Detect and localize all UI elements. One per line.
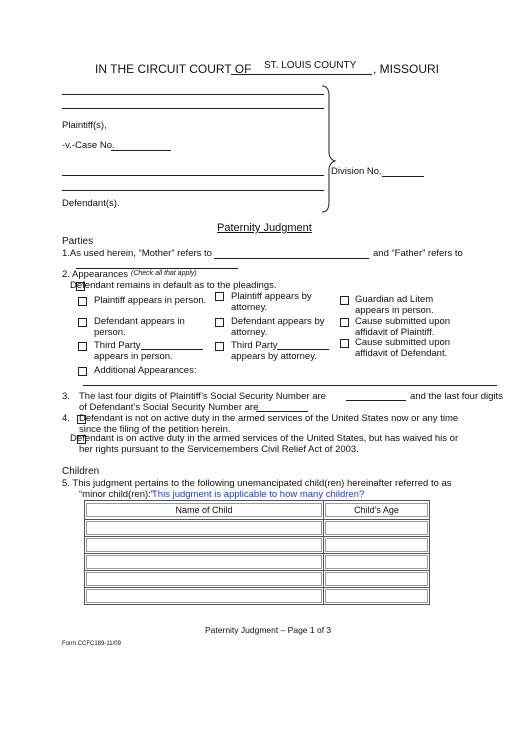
child-name-cell[interactable] — [85, 554, 324, 571]
defendant-name-line-2[interactable] — [62, 190, 324, 191]
child-age-cell[interactable] — [324, 588, 430, 605]
item4-number: 4. — [62, 413, 70, 424]
case-no-label: -v.-Case No. — [62, 140, 115, 151]
plaintiff-person-checkbox[interactable] — [78, 297, 87, 306]
defendant-person-label-1: Defendant appears in — [94, 316, 185, 327]
default-text: Defendant remains in default as to the pleadings. — [70, 280, 277, 291]
item4-b-line2: her rights pursuant to the Servicemembers Civil Relief Act of 2003. — [79, 444, 359, 455]
plaintiff-label: Plaintiff(s), — [62, 120, 107, 131]
county-field[interactable]: ST. LOUIS COUNTY — [264, 60, 357, 71]
cause-defendant-label-1: Cause submitted upon — [355, 337, 451, 348]
child-name-cell[interactable] — [85, 571, 324, 588]
appearances-note: (Check all that apply) — [131, 270, 197, 277]
cause-defendant-checkbox[interactable] — [340, 339, 349, 348]
table-row — [85, 554, 430, 571]
child-name-cell[interactable] — [85, 588, 324, 605]
third-party-attorney-line[interactable] — [277, 349, 329, 350]
child-age-cell[interactable] — [324, 520, 430, 537]
defendant-person-label-2: person. — [94, 327, 126, 338]
children-count-tooltip[interactable]: This judgment is applicable to how many children? — [152, 489, 365, 500]
cell-inner[interactable] — [325, 572, 428, 586]
child-name-cell[interactable] — [85, 537, 324, 554]
cause-defendant-label-2: affidavit of Defendant. — [355, 348, 448, 359]
gal-label-1: Guardian ad Litem — [355, 294, 434, 305]
plaintiff-person-label: Plaintiff appears in person. — [94, 295, 207, 306]
division-line[interactable] — [382, 176, 424, 177]
plaintiff-attorney-checkbox[interactable] — [215, 292, 224, 301]
parties-line1-b: and “Father” refers to — [373, 248, 463, 259]
plaintiff-name-line-2[interactable] — [62, 108, 324, 109]
child-age-cell[interactable] — [324, 554, 430, 571]
item4-b-line1: Defendant is on active duty in the armed services of the United States, but has waived his or — [70, 433, 459, 444]
additional-appearances-label: Additional Appearances: — [94, 365, 197, 376]
cause-plaintiff-label-2: affidavit of Plaintiff. — [355, 327, 435, 338]
children-heading: Children — [62, 466, 100, 477]
cell-inner[interactable] — [86, 589, 322, 603]
parties-line1-a: 1.As used herein, “Mother” refers to — [62, 248, 212, 259]
gal-label-2: appears in person. — [355, 305, 434, 316]
third-party-attorney-label-1: Third Party — [231, 340, 278, 351]
defendant-attorney-label-2: attorney. — [231, 327, 268, 338]
cell-inner[interactable] — [325, 589, 428, 603]
children-line1: 5. This judgment pertains to the following unemancipated child(ren) hereinafter referred to as — [62, 478, 452, 489]
cause-plaintiff-label-1: Cause submitted upon — [355, 316, 451, 327]
county-line — [231, 74, 372, 75]
gal-checkbox[interactable] — [340, 296, 349, 305]
third-party-person-line[interactable] — [141, 349, 203, 350]
parties-heading: Parties — [62, 236, 94, 247]
defendant-ssn-line[interactable] — [256, 411, 308, 412]
plaintiff-attorney-label-2: attorney. — [231, 302, 268, 313]
child-name-cell[interactable] — [85, 520, 324, 537]
division-label: Division No. — [331, 166, 382, 177]
cell-inner[interactable] — [86, 555, 322, 569]
name-header-inner: Name of Child — [86, 503, 322, 517]
child-age-header — [324, 501, 430, 520]
cell-inner[interactable] — [325, 538, 428, 552]
table-header-row — [85, 501, 430, 520]
case-no-line[interactable] — [111, 150, 171, 151]
child-age-cell[interactable] — [324, 537, 430, 554]
children-table — [84, 500, 430, 605]
third-party-person-checkbox[interactable] — [78, 342, 87, 351]
item3-line2: of Defendant’s Social Security Number are — [79, 402, 259, 413]
additional-appearances-checkbox[interactable] — [78, 367, 87, 376]
item3-line1-a: The last four digits of Plaintiff’s Social Security Number are — [79, 391, 326, 402]
state-suffix: , MISSOURI — [373, 62, 440, 76]
plaintiff-name-line-1[interactable] — [62, 94, 324, 95]
item3-line1-b: and the last four digits — [410, 391, 503, 402]
child-age-cell[interactable] — [324, 571, 430, 588]
page-footer: Paternity Judgment – Page 1 of 3 — [205, 625, 332, 635]
item4-a-line2: since the filing of the petition herein. — [79, 424, 231, 435]
form-number: Form CCFC189-11/09 — [62, 641, 121, 647]
mother-name-line[interactable] — [214, 258, 369, 259]
table-row — [85, 571, 430, 588]
age-header-inner: Child’s Age — [325, 503, 428, 517]
cell-inner[interactable] — [325, 555, 428, 569]
table-row — [85, 588, 430, 605]
plaintiff-attorney-label-1: Plaintiff appears by — [231, 291, 312, 302]
third-party-attorney-label-2: appears by attorney. — [231, 351, 317, 362]
third-party-attorney-checkbox[interactable] — [215, 342, 224, 351]
cell-inner[interactable] — [86, 521, 322, 535]
third-party-person-label-1: Third Party — [94, 340, 141, 351]
cell-inner[interactable] — [86, 538, 322, 552]
name-of-child-header — [85, 501, 324, 520]
defendant-attorney-label-1: Defendant appears by — [231, 316, 325, 327]
table-row — [85, 520, 430, 537]
court-prefix: IN THE CIRCUIT COURT OF — [95, 62, 252, 76]
additional-appearances-line[interactable] — [83, 385, 497, 386]
defendant-person-checkbox[interactable] — [78, 318, 87, 327]
defendant-attorney-checkbox[interactable] — [215, 318, 224, 327]
table-row — [85, 537, 430, 554]
appearances-heading: 2. Appearances — [62, 269, 129, 280]
item3-number: 3. — [62, 391, 70, 402]
plaintiff-ssn-line[interactable] — [346, 400, 406, 401]
caption-brace — [318, 84, 336, 214]
item4-a-line1: Defendant is not on active duty in the armed services of the United States now or any time — [79, 413, 459, 424]
children-line2: “minor child(ren):” — [79, 489, 154, 500]
defendant-label: Defendant(s). — [62, 198, 120, 209]
document-title: Paternity Judgment — [217, 222, 312, 234]
defendant-name-line-1[interactable] — [62, 175, 324, 176]
cell-inner[interactable] — [86, 572, 322, 586]
third-party-person-label-2: appears in person. — [94, 351, 173, 362]
cause-plaintiff-checkbox[interactable] — [340, 318, 349, 327]
cell-inner[interactable] — [325, 521, 428, 535]
